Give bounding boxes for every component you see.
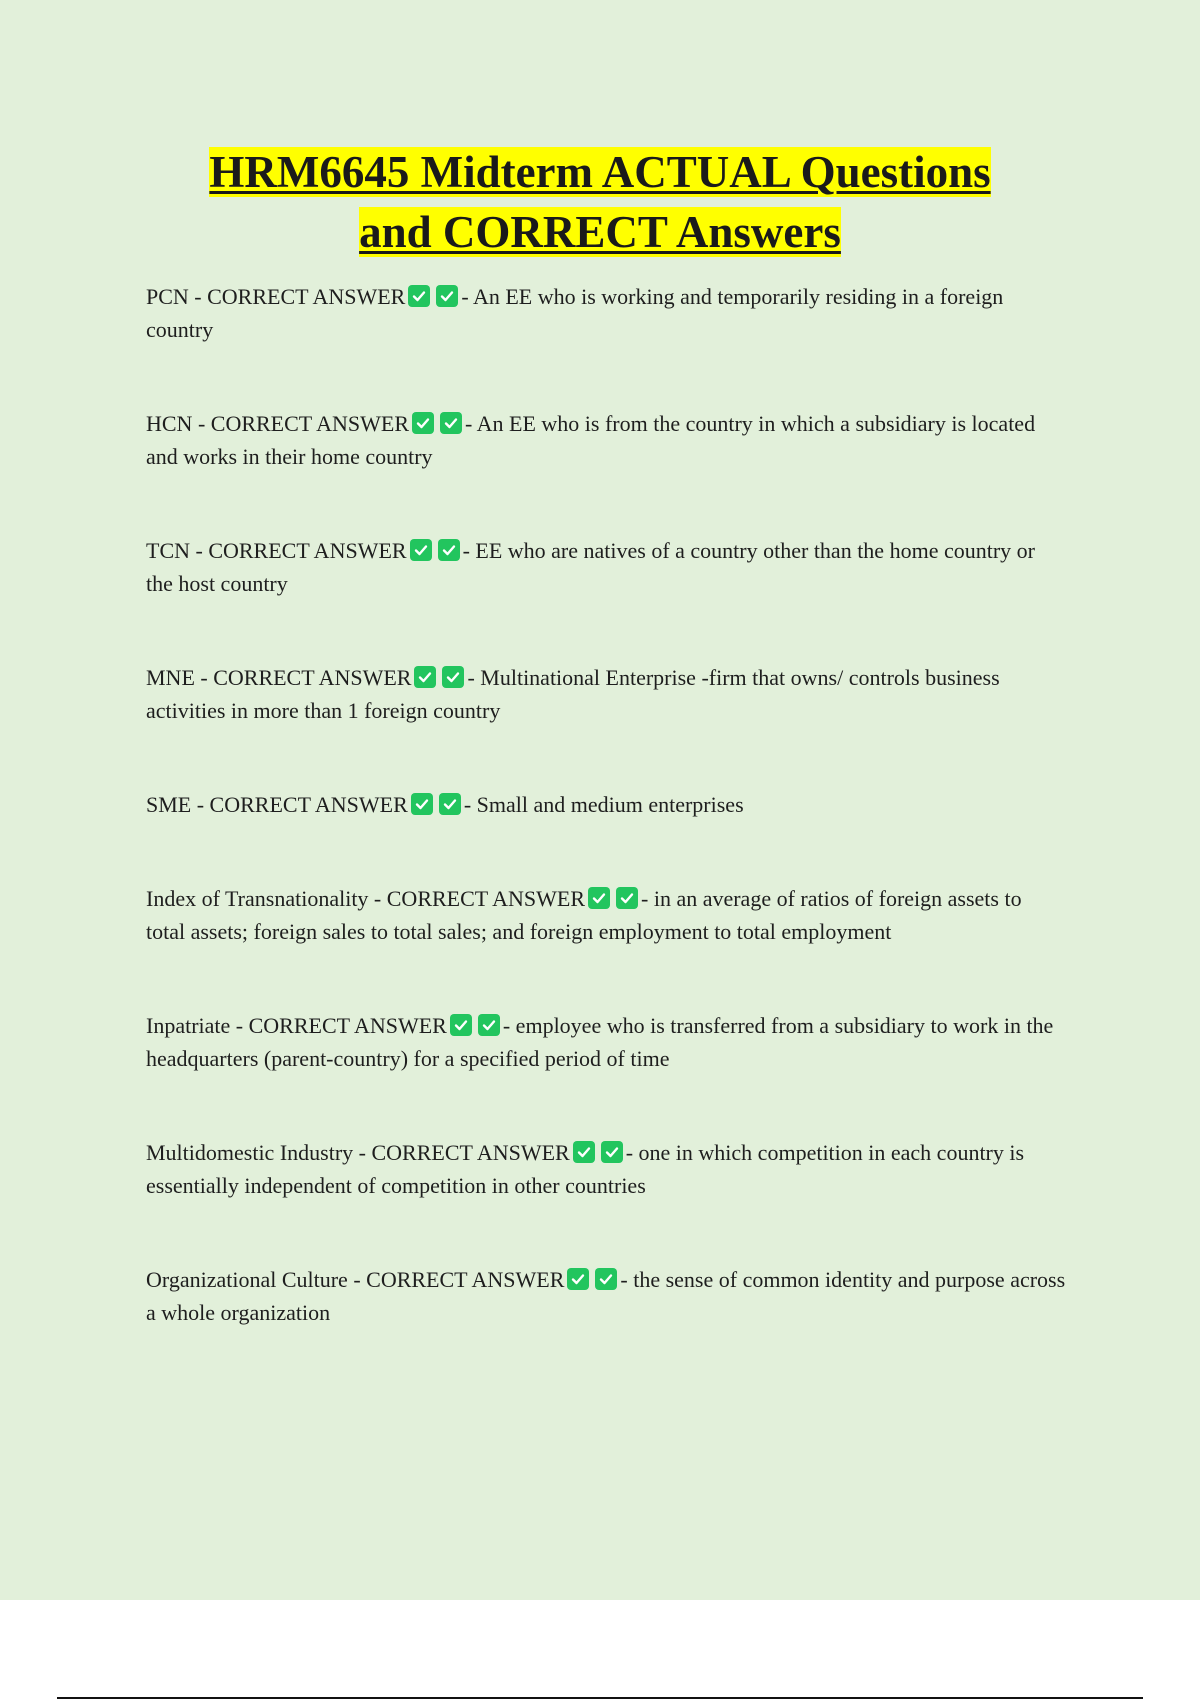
entry-organizational-culture [146,1263,1066,1329]
entry-index-of-transnationality [146,882,1066,948]
check-box-icon [616,887,638,909]
entry-definition: - Small and medium enterprises [463,792,744,817]
entry-definition: - employee who is transferred from a subsidiary to work in the headquarters (parent-country) for a specified period of time [146,1013,1054,1071]
entry-tcn [146,534,1066,600]
check-box-icon [410,539,432,561]
check-box-icon [438,539,460,561]
entry-term: Organizational Culture - CORRECT ANSWER [146,1267,565,1292]
check-box-icon [588,887,610,909]
entry-term: Index of Transnationality - CORRECT ANSWER [146,886,585,911]
entry-term: SME - CORRECT ANSWER [146,792,408,817]
check-box-icon [412,412,434,434]
check-box-icon [595,1268,617,1290]
entry-definition: - the sense of common identity and purpose across a whole organization [146,1267,1066,1325]
document-title [0,142,1200,262]
entries-list [146,280,1066,1390]
entry-pcn [146,280,1066,346]
check-box-icon [601,1141,623,1163]
check-box-icon [414,666,436,688]
entry-term: PCN - CORRECT ANSWER [146,284,406,309]
entry-definition: - in an average of ratios of foreign assets to total assets; foreign sales to total sales; and foreign employment to total employment [146,886,1022,944]
entry-definition: - An EE who is from the country in which a subsidiary is located and works in their home country [146,411,1036,469]
check-box-icon [411,793,433,815]
entry-inpatriate [146,1009,1066,1075]
check-box-icon [440,412,462,434]
entry-term: MNE - CORRECT ANSWER [146,665,412,690]
title-line-2: and CORRECT Answers [359,207,841,257]
entry-definition: - one in which competition in each country is essentially independent of competition in other countries [146,1140,1025,1198]
check-box-icon [442,666,464,688]
entry-term: Inpatriate - CORRECT ANSWER [146,1013,447,1038]
entry-definition: - Multinational Enterprise -firm that owns/ controls business activities in more than 1 foreign country [146,665,1000,723]
entry-hcn [146,407,1066,473]
check-box-icon [436,285,458,307]
entry-sme [146,788,1066,821]
entry-mne [146,661,1066,727]
check-box-icon [450,1014,472,1036]
check-box-icon [573,1141,595,1163]
entry-multidomestic-industry [146,1136,1066,1202]
entry-term: TCN - CORRECT ANSWER [146,538,407,563]
check-box-icon [567,1268,589,1290]
check-box-icon [478,1014,500,1036]
footer-divider [57,1697,1143,1699]
entry-definition: - EE who are natives of a country other than the home country or the host country [146,538,1035,596]
title-line-1: HRM6645 Midterm ACTUAL Questions [209,147,991,197]
check-box-icon [408,285,430,307]
entry-definition: - An EE who is working and temporarily residing in a foreign country [146,284,1004,342]
entry-term: Multidomestic Industry - CORRECT ANSWER [146,1140,570,1165]
entry-term: HCN - CORRECT ANSWER [146,411,410,436]
check-box-icon [439,793,461,815]
